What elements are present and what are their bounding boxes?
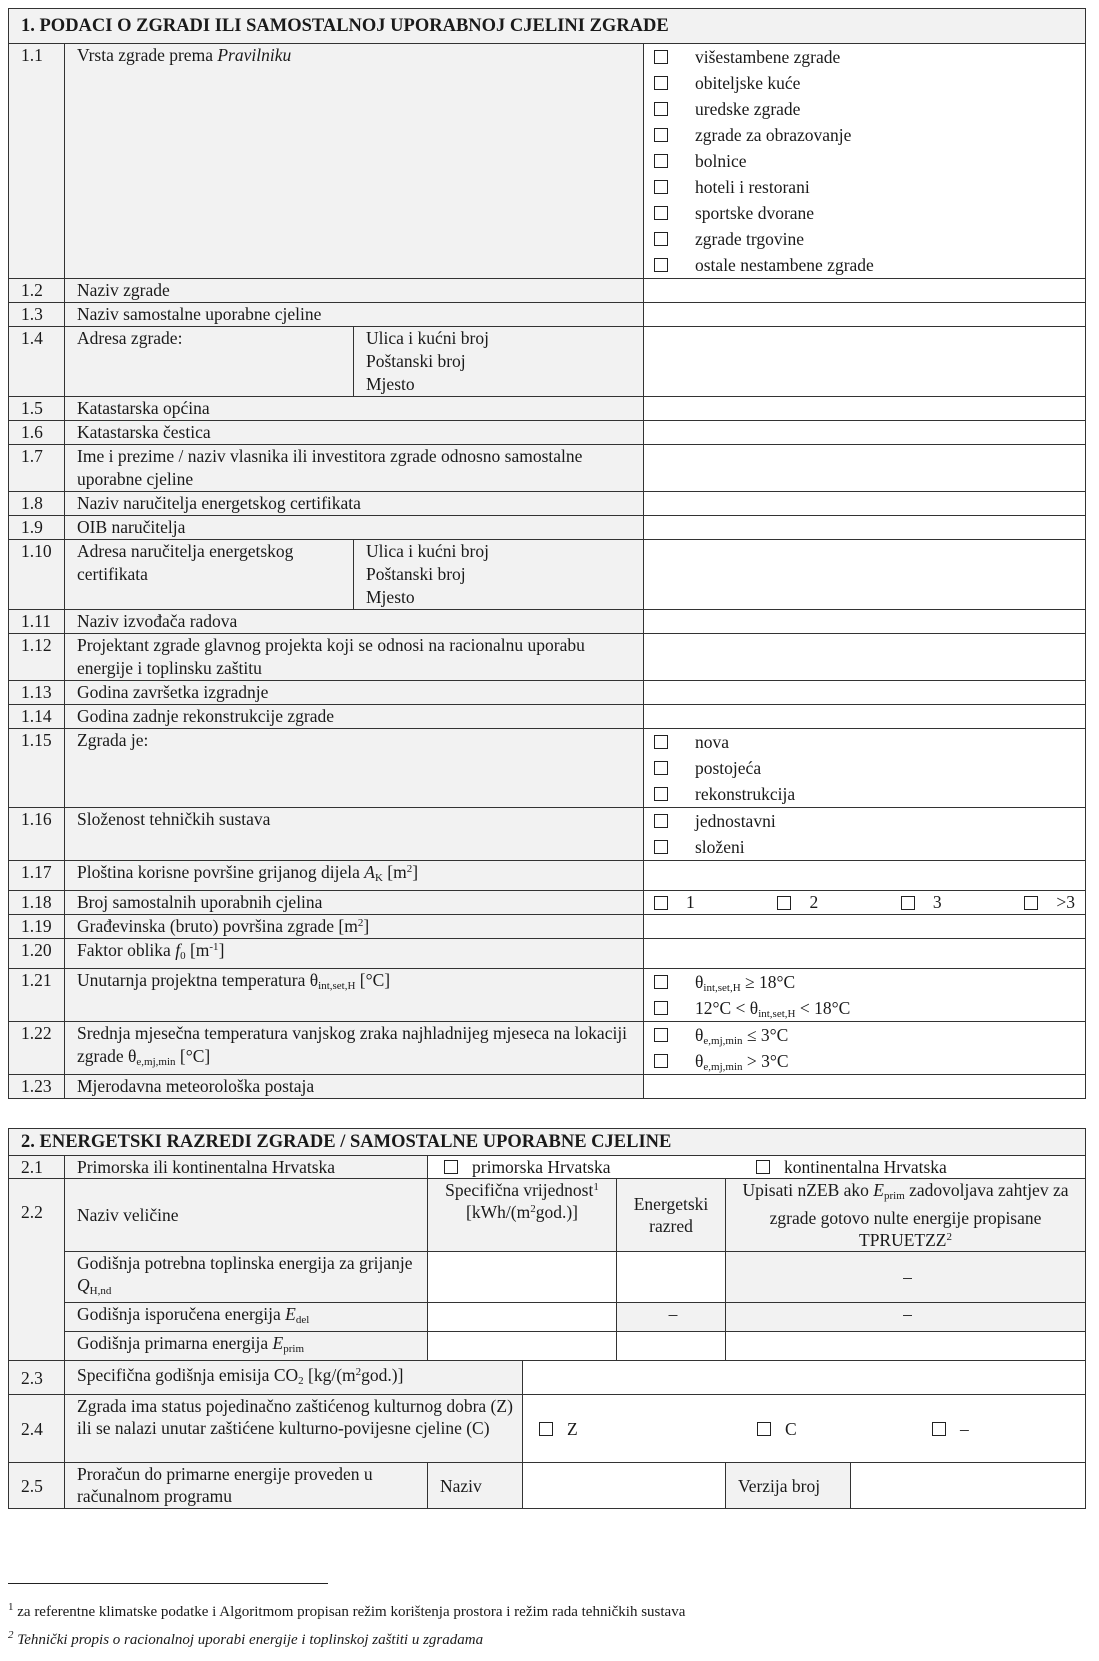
value-field[interactable] <box>644 861 1086 891</box>
row-num: 1.8 <box>9 492 65 516</box>
building-type-options <box>644 44 1086 279</box>
row-label: Proračun do primarne energije proveden u računalnom programu <box>65 1463 428 1509</box>
option-c[interactable]: C <box>757 1418 932 1440</box>
value-field[interactable] <box>644 397 1086 421</box>
checkbox[interactable] <box>654 1001 668 1015</box>
checkbox[interactable] <box>654 50 668 64</box>
region-options <box>428 1156 1086 1179</box>
header-specific-value: Specifična vrijednost$^1$ $[kWh/(m^2god.)]$ <box>428 1179 617 1252</box>
value-field[interactable] <box>726 1332 1086 1361</box>
value-field[interactable] <box>644 445 1086 492</box>
checkbox[interactable] <box>654 761 668 775</box>
internal-temp-options <box>644 969 1086 1022</box>
row-num: 1.14 <box>9 705 65 729</box>
checkbox[interactable] <box>777 896 791 910</box>
value-field[interactable] <box>644 516 1086 540</box>
option-bolnice[interactable]: bolnice <box>644 148 1085 174</box>
checkbox[interactable] <box>654 206 668 220</box>
value-field[interactable] <box>644 327 1086 397</box>
external-temp-options <box>644 1022 1086 1075</box>
checkbox[interactable] <box>654 735 668 749</box>
value-field[interactable] <box>617 1332 726 1361</box>
option-1[interactable]: 1 <box>654 891 695 914</box>
value-field[interactable] <box>644 634 1086 681</box>
section-1-title: 1. PODACI O ZGRADI ILI SAMOSTALNOJ UPORABNOJ CJELINI ZGRADE <box>9 9 1086 44</box>
row-label: Godina završetka izgradnje <box>65 681 644 705</box>
row-label: Specifična godišnja emisija $CO_2$ $[kg/(m^2god.)]$ <box>65 1361 523 1395</box>
option-višestambene[interactable]: višestambene zgrade <box>644 44 1085 70</box>
row-label: Naziv izvođača radova <box>65 610 644 634</box>
section-2-table <box>8 1128 1086 1509</box>
checkbox[interactable] <box>654 76 668 90</box>
row-num: 1.19 <box>9 915 65 939</box>
header-energy-class: Energetski razred <box>617 1179 726 1252</box>
row-num: 1.21 <box>9 969 65 1022</box>
option-sportske[interactable]: sportske dvorane <box>644 200 1085 226</box>
option-primorska[interactable]: primorska Hrvatska <box>444 1156 756 1178</box>
row-label: Katastarska čestica <box>65 421 644 445</box>
footnote-1: $^1$ za referentne klimatske podatke i Algoritmom propisan režim korištenja prostora i režim rada tehničkih sustava <box>8 1601 686 1620</box>
footnote-2: $^2$ Tehnički propis o racionalnoj uporabi energije i toplinskoj zaštiti u zgradama <box>8 1629 484 1648</box>
row-num: 1.20 <box>9 939 65 969</box>
row-num: 1.13 <box>9 681 65 705</box>
option-none[interactable]: – <box>932 1419 969 1439</box>
dash-cell: – <box>726 1252 1086 1303</box>
checkbox[interactable] <box>654 1054 668 1068</box>
checkbox[interactable] <box>654 180 668 194</box>
checkbox[interactable] <box>756 1160 770 1174</box>
checkbox[interactable] <box>901 896 915 910</box>
option-nova[interactable]: nova <box>644 729 1085 755</box>
checkbox[interactable] <box>654 814 668 828</box>
footnote-separator <box>8 1583 328 1584</box>
section-2-title: 2. ENERGETSKI RAZREDI ZGRADE / SAMOSTALNE UPORABNE CJELINE <box>9 1129 1086 1156</box>
checkbox[interactable] <box>654 232 668 246</box>
row-label: Godišnja potrebna toplinska energija za grijanje $Q_{H,nd}$ <box>65 1252 428 1303</box>
checkbox[interactable] <box>654 975 668 989</box>
checkbox[interactable] <box>654 896 668 910</box>
row-label: Ploština korisne površine grijanog dijela $A_K$ $[m^2]$ <box>65 861 644 891</box>
value-field[interactable] <box>523 1361 1086 1395</box>
row-num: 1.4 <box>9 327 65 397</box>
checkbox[interactable] <box>1024 896 1038 910</box>
option-kontinentalna[interactable]: kontinentalna Hrvatska <box>756 1157 947 1177</box>
unit-count-options <box>644 891 1086 915</box>
row-label: Naziv samostalne uporabne cjeline <box>65 303 644 327</box>
row-label: Projektant zgrade glavnog projekta koji se odnosi na racionalnu uporabu energije i toplinsku zaštitu <box>65 634 644 681</box>
header-nzeb: Upisati nZEB ako $E_{prim}$ zadovoljava zahtjev za zgrade gotovo nulte energije propisane TPRUETZZ$^2$ <box>726 1179 1086 1252</box>
row-num: 1.9 <box>9 516 65 540</box>
row-label: Ime i prezime / naziv vlasnika ili investitora zgrade odnosno samostalne uporabne cjeline <box>65 445 644 492</box>
row-num: 2.3 <box>9 1361 65 1395</box>
option-z[interactable]: Z <box>539 1418 757 1440</box>
row-num: 1.2 <box>9 279 65 303</box>
row-label: Primorska ili kontinentalna Hrvatska <box>65 1156 428 1179</box>
option-temp-12-18[interactable]: $12^\circ C < \theta_{int,set,H} < 18^\circ C$ <box>644 995 1085 1021</box>
value-field[interactable] <box>644 303 1086 327</box>
row-num: 2.4 <box>9 1395 65 1463</box>
row-label: Složenost tehničkih sustava <box>65 808 644 861</box>
row-num: 2.1 <box>9 1156 65 1179</box>
option-postojeca[interactable]: postojeća <box>644 755 1085 781</box>
value-field[interactable] <box>617 1252 726 1303</box>
building-status-options <box>644 729 1086 808</box>
row-label: Mjerodavna meteorološka postaja <box>65 1075 644 1099</box>
heritage-options <box>523 1395 1086 1463</box>
row-num: 1.6 <box>9 421 65 445</box>
value-field[interactable] <box>644 915 1086 939</box>
option-jednostavni[interactable]: jednostavni <box>644 808 1085 834</box>
row-num: 2.5 <box>9 1463 65 1509</box>
checkbox[interactable] <box>444 1160 458 1174</box>
value-field[interactable] <box>644 492 1086 516</box>
row-num: 1.5 <box>9 397 65 421</box>
option-obrazovanje[interactable]: zgrade za obrazovanje <box>644 122 1085 148</box>
row-num: 1.3 <box>9 303 65 327</box>
value-field[interactable] <box>644 421 1086 445</box>
checkbox[interactable] <box>932 1422 946 1436</box>
row-num: 1.17 <box>9 861 65 891</box>
checkbox[interactable] <box>654 787 668 801</box>
row-num: 1.12 <box>9 634 65 681</box>
row-label: Faktor oblika $f_0$ $[m^{-1}]$ <box>65 939 644 969</box>
row-label: Godišnja primarna energija $E_{prim}$ <box>65 1332 428 1361</box>
row-num: 2.2 <box>9 1179 65 1361</box>
value-field[interactable] <box>644 681 1086 705</box>
value-field[interactable] <box>644 279 1086 303</box>
option-ext-le-3[interactable]: $\theta_{e,mj,min} \le 3^\circ C$ <box>644 1022 1085 1048</box>
checkbox[interactable] <box>654 840 668 854</box>
row-num: 1.7 <box>9 445 65 492</box>
checkbox[interactable] <box>654 1028 668 1042</box>
option-trgovine[interactable]: zgrade trgovine <box>644 226 1085 252</box>
option-temp-ge-18[interactable]: $\theta_{int,set,H} \ge 18^\circ C$ <box>644 969 1085 995</box>
dash-cell: – <box>726 1303 1086 1332</box>
option-hoteli[interactable]: hoteli i restorani <box>644 174 1085 200</box>
row-label: Srednja mjesečna temperatura vanjskog zraka najhladnijeg mjeseca na lokaciji zgrade $\theta_{e,mj,min}$ [°C] <box>65 1022 644 1075</box>
row-label: Naziv zgrade <box>65 279 644 303</box>
row-label: Godina zadnje rekonstrukcije zgrade <box>65 705 644 729</box>
value-field[interactable] <box>428 1332 617 1361</box>
program-name-field[interactable] <box>523 1463 726 1509</box>
row-label: Vrsta zgrade prema Pravilniku <box>65 44 644 279</box>
value-field[interactable] <box>644 939 1086 969</box>
value-field[interactable] <box>644 540 1086 610</box>
option-2[interactable]: 2 <box>777 891 818 914</box>
row-num: 1.23 <box>9 1075 65 1099</box>
row-label: Naziv veličine <box>65 1179 428 1252</box>
naziv-label: Naziv <box>428 1463 523 1509</box>
option-obiteljske[interactable]: obiteljske kuće <box>644 70 1085 96</box>
section-1-table <box>8 8 1086 1099</box>
row-num: 1.18 <box>9 891 65 915</box>
checkbox[interactable] <box>539 1422 553 1436</box>
row-label: Katastarska općina <box>65 397 644 421</box>
row-label: Zgrada ima status pojedinačno zaštićenog kulturnog dobra (Z) ili se nalazi unutar zaštićene kulturno-povijesne cjeline (C) <box>65 1395 523 1463</box>
value-field[interactable] <box>644 705 1086 729</box>
option-ostale[interactable]: ostale nestambene zgrade <box>644 252 1085 278</box>
option-rekonstrukcija[interactable]: rekonstrukcija <box>644 781 1085 807</box>
checkbox[interactable] <box>654 128 668 142</box>
option-uredske[interactable]: uredske zgrade <box>644 96 1085 122</box>
row-label: Adresa zgrade: <box>65 327 354 397</box>
row-label: Naziv naručitelja energetskog certifikata <box>65 492 644 516</box>
row-num: 1.16 <box>9 808 65 861</box>
version-field[interactable] <box>851 1463 1086 1509</box>
checkbox[interactable] <box>654 258 668 272</box>
row-num: 1.1 <box>9 44 65 279</box>
checkbox[interactable] <box>654 154 668 168</box>
value-field[interactable] <box>428 1252 617 1303</box>
option-ext-gt-3[interactable]: $\theta_{e,mj,min} > 3^\circ C$ <box>644 1048 1085 1074</box>
row-label: Broj samostalnih uporabnih cjelina <box>65 891 644 915</box>
verzija-label: Verzija broj <box>726 1463 851 1509</box>
row-label: Godišnja isporučena energija $E_{del}$ <box>65 1303 428 1332</box>
row-num: 1.10 <box>9 540 65 610</box>
address-sub-labels: Ulica i kućni broj Poštanski broj Mjesto <box>354 327 644 397</box>
row-label: Zgrada je: <box>65 729 644 808</box>
option-3[interactable]: 3 <box>901 891 942 914</box>
dash-cell: – <box>617 1303 726 1332</box>
checkbox[interactable] <box>654 102 668 116</box>
option-more-than-3[interactable]: >3 <box>1024 891 1075 914</box>
value-field[interactable] <box>428 1303 617 1332</box>
row-num: 1.22 <box>9 1022 65 1075</box>
row-label: Građevinska (bruto) površina zgrade $[m^2]$ <box>65 915 644 939</box>
address-sub-labels: Ulica i kućni broj Poštanski broj Mjesto <box>354 540 644 610</box>
row-label: OIB naručitelja <box>65 516 644 540</box>
complexity-options <box>644 808 1086 861</box>
option-slozeni[interactable]: složeni <box>644 834 1085 860</box>
value-field[interactable] <box>644 610 1086 634</box>
row-label: Unutarnja projektna temperatura $\theta_{int,set,H}$ [°C] <box>65 969 644 1022</box>
row-label: Adresa naručitelja energetskog certifikata <box>65 540 354 610</box>
row-num: 1.15 <box>9 729 65 808</box>
row-num: 1.11 <box>9 610 65 634</box>
checkbox[interactable] <box>757 1422 771 1436</box>
value-field[interactable] <box>644 1075 1086 1099</box>
